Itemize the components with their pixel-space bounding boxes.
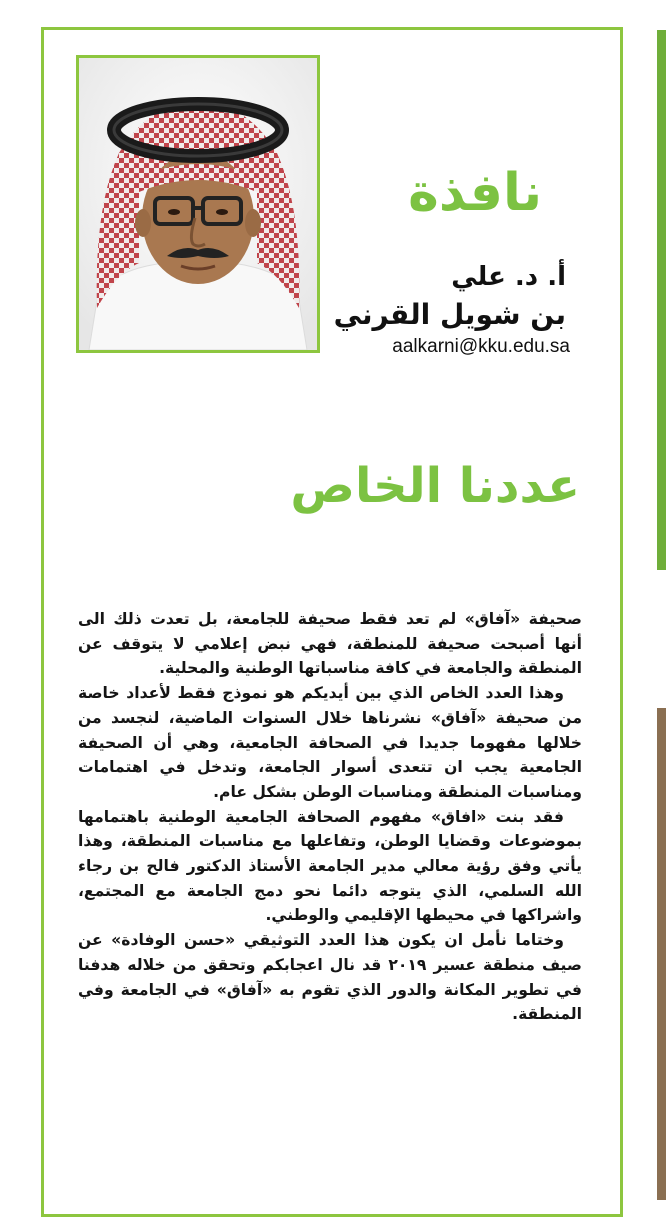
side-accent-bar-green — [657, 30, 666, 570]
article-headline: عددنا الخاص — [290, 458, 580, 514]
side-accent-bar-brown — [657, 708, 666, 1200]
article-paragraph: وهذا العدد الخاص الذي بين أيديكم هو نموذج فقط لأعداد خاصة من صحيفة «آفاق» نشرناها خلال السنوات الماضية، لنجسد من خلالها مفهوما جديدا في الصحافة الجامعية، وهي أن الصحيفة الجامعية يجب ان تتعدى أسوار الجامعة، وتدخل في اهتمامات ومناسبات المنطقة ومناسبات الوطن بشكل عام. — [78, 684, 582, 801]
author-title: أ. د. علي — [451, 262, 566, 292]
column-title: نافذة — [408, 163, 542, 223]
author-name: بن شويل القرني — [333, 298, 566, 331]
article-paragraph: وختاما نأمل ان يكون هذا العدد التوثيقي «حسن الوفادة» عن صيف منطقة عسير ٢٠١٩ قد نال اعجابكم وتحقق من خلاله هدفنا في تطوير المكانة والدور الذي تقوم به «آفاق» في الجامعة وفي المنطقة. — [78, 931, 582, 1024]
article-paragraph: فقد بنت «افاق» مفهوم الصحافة الجامعية الوطنية باهتمامها بموضوعات وقضايا الوطن، وتفاعلها مع مناسبات المنطقة، وهذا يأتي وفق رؤية معالي مدير الجامعة الأستاذ الدكتور فالح بن رجاء الله السلمي، الذي يتوجه دائما نحو دمج الجامعة مع المجتمع، واشراكها في محيطها الإقليمي والوطني. — [78, 807, 582, 925]
article-paragraph: صحيفة «آفاق» لم تعد فقط صحيفة للجامعة، بل تعدت ذلك الى أنها أصبحت صحيفة للمنطقة، فهي نبض إعلامي لا يتوقف عن المنطقة والجامعة في كافة مناسباتها الوطنية والمحلية. — [78, 610, 582, 678]
author-portrait-icon — [79, 58, 317, 350]
article-body — [78, 607, 582, 1027]
author-email[interactable]: aalkarni@kku.edu.sa — [392, 336, 570, 357]
author-photo — [76, 55, 320, 353]
